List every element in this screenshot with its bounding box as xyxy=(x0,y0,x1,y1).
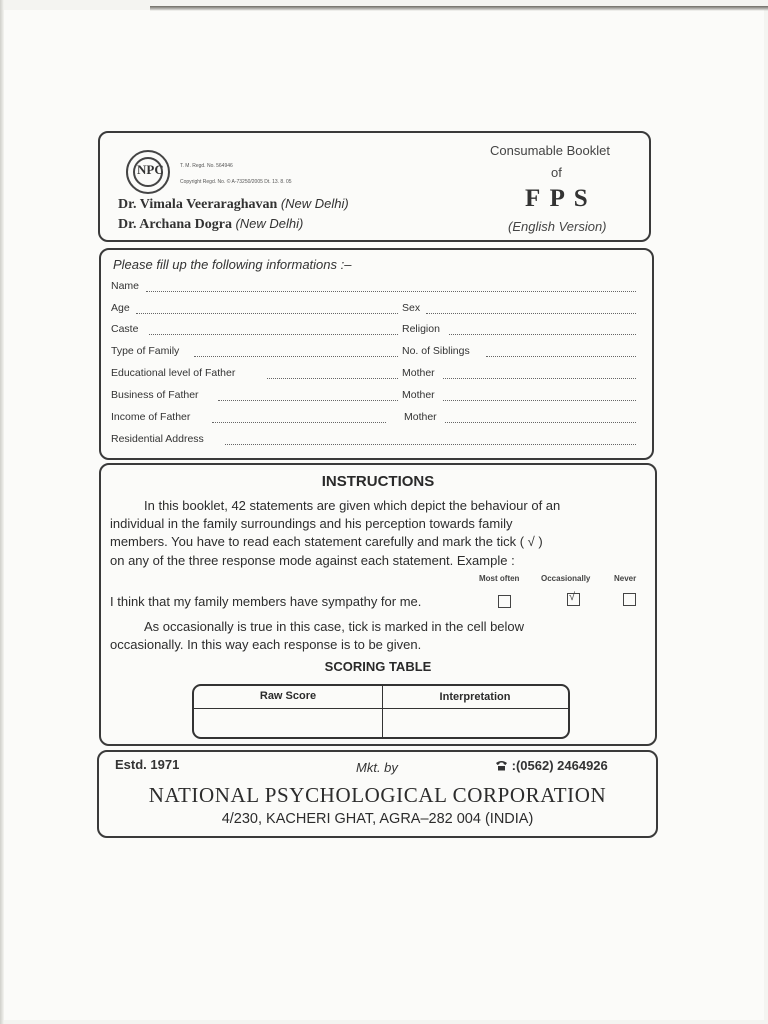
raw-score-cell[interactable] xyxy=(196,712,380,736)
family-type-field[interactable] xyxy=(194,356,398,357)
income-mother-label: Mother xyxy=(404,411,437,423)
income-father-field[interactable] xyxy=(212,422,386,423)
business-mother-label: Mother xyxy=(402,389,435,401)
header-box xyxy=(98,131,651,242)
siblings-field[interactable] xyxy=(486,356,636,357)
version-label: (English Version) xyxy=(508,219,607,234)
caste-label: Caste xyxy=(111,323,139,335)
publisher-footer-box xyxy=(97,750,658,838)
phone-number: :(0562) 2464926 xyxy=(511,758,608,773)
instructions-line-4: on any of the three response mode against each statement. Example : xyxy=(110,553,515,568)
address-label: Residential Address xyxy=(111,433,204,445)
business-father-label: Business of Father xyxy=(111,389,199,401)
copyright-line: Copyright Regd. No. © A-73250/2005 Dt. 13. 8. 05 xyxy=(180,179,292,185)
edu-father-label: Educational level of Father xyxy=(111,367,236,379)
edu-father-field[interactable] xyxy=(267,378,398,379)
telephone-icon xyxy=(495,760,508,771)
personal-info-box xyxy=(99,248,654,460)
option-never: Never xyxy=(614,574,637,583)
author-1-name: Dr. Vimala Veeraraghavan xyxy=(118,197,278,212)
religion-field[interactable] xyxy=(449,334,636,335)
instructions-line-1: In this booklet, 42 statements are given which depict the behaviour of an xyxy=(144,498,561,513)
author-1-location: (New Delhi) xyxy=(280,196,349,211)
test-code: F P S xyxy=(525,185,590,212)
publisher-address: 4/230, KACHERI GHAT, AGRA–282 004 (INDIA) xyxy=(221,811,534,827)
note-line-1: As occasionally is true in this case, tick is marked in the cell below xyxy=(144,619,525,634)
publisher-name: NATIONAL PSYCHOLOGICAL CORPORATION xyxy=(148,783,607,807)
instructions-line-3: members. You have to read each statement carefully and mark the tick ( √ ) xyxy=(110,534,543,549)
family-type-label: Type of Family xyxy=(111,345,180,357)
edu-mother-field[interactable] xyxy=(443,378,636,379)
booklet-label: Consumable Booklet xyxy=(490,143,610,158)
interpretation-cell[interactable] xyxy=(385,712,568,736)
scoring-table xyxy=(192,684,570,739)
established-label: Estd. 1971 xyxy=(115,757,180,772)
of-label: of xyxy=(551,165,562,180)
raw-score-header: Raw Score xyxy=(259,690,317,702)
caste-field[interactable] xyxy=(149,334,398,335)
author-1 xyxy=(118,196,349,213)
age-field[interactable] xyxy=(136,313,398,314)
sex-field[interactable] xyxy=(426,313,636,314)
interpretation-header: Interpretation xyxy=(439,691,511,703)
scoring-table-title: SCORING TABLE xyxy=(324,659,432,674)
checkbox-occasionally[interactable] xyxy=(567,593,580,606)
name-label: Name xyxy=(111,280,140,292)
edu-mother-label: Mother xyxy=(402,367,435,379)
author-2-name: Dr. Archana Dogra xyxy=(118,217,232,232)
income-mother-field[interactable] xyxy=(445,422,636,423)
marketed-by-label: Mkt. by xyxy=(356,760,398,775)
scoring-table-divider xyxy=(194,708,568,709)
age-label: Age xyxy=(111,302,130,314)
instructions-box xyxy=(99,463,657,746)
business-mother-field[interactable] xyxy=(443,400,636,401)
phone-line xyxy=(495,758,608,773)
author-2-location: (New Delhi) xyxy=(235,216,304,231)
tick-icon: √ xyxy=(569,591,576,603)
checkbox-never[interactable] xyxy=(623,593,636,606)
instructions-line-2: individual in the family surroundings and his perception towards family xyxy=(110,516,513,531)
scan-top-edge xyxy=(150,6,768,11)
name-field[interactable] xyxy=(146,291,636,292)
author-2 xyxy=(118,216,303,233)
address-field[interactable] xyxy=(225,444,636,445)
info-heading: Please fill up the following informations :– xyxy=(113,257,352,272)
publisher-logo-icon xyxy=(126,150,170,194)
example-statement: I think that my family members have sympathy for me. xyxy=(110,594,422,609)
religion-label: Religion xyxy=(402,323,440,335)
siblings-label: No. of Siblings xyxy=(402,345,470,357)
income-father-label: Income of Father xyxy=(111,411,191,423)
option-most-often: Most often xyxy=(479,574,520,583)
checkbox-most-often[interactable] xyxy=(498,595,511,608)
instructions-title: INSTRUCTIONS xyxy=(321,473,435,490)
note-line-2: occasionally. In this way each response is to be given. xyxy=(110,637,422,652)
trademark-line: T. M. Regd. No. 564946 xyxy=(180,163,233,169)
option-occasionally: Occasionally xyxy=(541,574,591,583)
business-father-field[interactable] xyxy=(218,400,398,401)
sex-label: Sex xyxy=(402,302,421,314)
logo-mark: NPC xyxy=(137,162,164,177)
